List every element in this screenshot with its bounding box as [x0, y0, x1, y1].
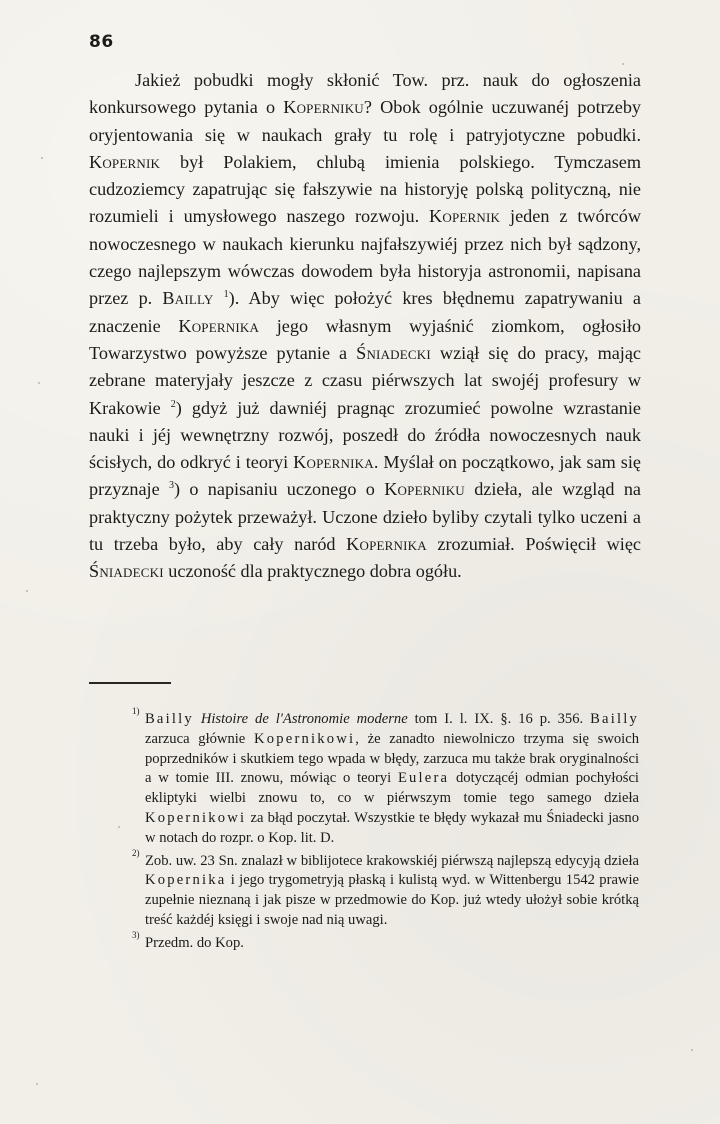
name-kopernika: Kopernika	[346, 534, 427, 555]
text-run: Jakież pobudki mogły skłonić Tow. prz. nauk do ogłoszenia konkursowego pytania o	[89, 70, 641, 118]
name-kopernika: Kopernika	[293, 452, 374, 473]
footnote-1	[132, 706, 639, 849]
text-run: ) gdyż już dawniéj pragnąc zrozumieć powolne wzrastanie nauki i jéj wewnętrzny rozwój, poszedł do źródła nowoczesnych nauk ścisłych, do odkryć i teoryi	[89, 397, 641, 473]
name-kopernika: Kopernika	[145, 872, 227, 889]
text-run: wziął się do pracy, mając zebrane materyjały jeszcze z czasu piérwszych lat swojéj profesury w Krakowie	[89, 342, 641, 418]
name-sniadecki: Śniadecki	[89, 561, 164, 582]
paper-speck	[622, 63, 624, 65]
name-kopernikowi: Kopernikowi	[254, 730, 356, 747]
book-title: Histoire de l'Astronomie moderne	[200, 711, 408, 727]
footnote-mark: 1)	[132, 706, 140, 716]
footnote-ref-1: 1	[223, 289, 229, 301]
text-run: był Polakiem, chlubą imienia polskiego. Tymczasem cudzoziemcy zapatrując się fałszywie na historyję polską polityczną, nie rozumieli i umysłowego naszego rozwoju.	[89, 151, 641, 227]
footnote-number: 3	[132, 929, 137, 940]
paper-speck	[36, 1083, 38, 1085]
name-bailly: Bailly	[162, 288, 214, 309]
name-eulera: Eulera	[397, 770, 450, 787]
footnote-divider	[89, 682, 171, 684]
paper-speck	[118, 826, 120, 828]
text-run: dotyczącéj odmian pochyłości ekliptyki wielbi znowu to, co w piérwszym tomie tego samego dzieła	[145, 770, 639, 807]
paper-speck	[691, 1049, 693, 1051]
text-run: Zob. uw. 23 Sn. znalazł w biblijotece krakowskiéj piérwszą najlepszą edycyją dzieła	[145, 852, 639, 869]
text-run: zrozumiał. Poświęcił więc	[426, 534, 641, 555]
text-run: ) o napisaniu uczonego o	[174, 479, 385, 500]
name-kopernika: Kopernika	[178, 315, 260, 336]
name-kopernik: Koperniku	[384, 479, 465, 500]
footnote-ref-2: 2	[170, 398, 176, 410]
footnote-2	[132, 847, 639, 931]
footnote-mark: 2)	[132, 847, 140, 858]
text-run: dzieła, ale wzgląd na praktyczny pożytek przeważył. Uczone dzieło byliby czytali tylko uczeni a tu trzeba było, aby cały naród	[89, 479, 641, 555]
name-kopernikowi: Kopernikowi	[145, 809, 247, 826]
footnote-ref-3: 3	[169, 480, 174, 492]
footnotes	[132, 706, 639, 957]
text-run: zarzuca głównie	[145, 730, 255, 747]
footnote-number: 1	[132, 706, 137, 716]
text-run: uczoność dla praktycznego dobra ogółu.	[163, 561, 462, 582]
text-run: jeden z twórców nowoczesnego w naukach kierunku najfałszywiéj przez nich był sądzony, czego najlepszym wówczas dowodem była historyja astronomii, napisana przez p.	[89, 206, 641, 309]
text-run: ? Obok ogólnie uczuwanéj potrzeby oryjentowania się w naukach grały tu rolę i patryjotyczne pobudki.	[89, 97, 642, 145]
paper-speck	[38, 382, 40, 384]
name-kopernik: Koperniku	[283, 97, 364, 118]
author-bailly: Bailly	[590, 711, 639, 727]
name-kopernik: Kopernik	[429, 206, 501, 227]
main-paragraph	[89, 67, 641, 586]
text-run: , że zanadto niewolniczo trzyma się swoich poprzedników i skutkiem tego wpada w błędy, zarzuca mu także brak oryginalności a w tomie III. znowu, mówiąc o teoryi	[145, 730, 639, 787]
page-number: 86	[89, 32, 114, 52]
author-bailly: Bailly	[145, 711, 194, 727]
text-run: jego własnym wyjaśnić ziomkom, ogłosiło Towarzystwo powyższe pytanie a	[89, 315, 641, 363]
paper-speck	[26, 590, 28, 592]
footnote-mark: 3)	[132, 929, 140, 940]
name-sniadecki: Śniadecki	[356, 342, 431, 363]
text-run: ). Aby więc położyć kres błędnemu zapatrywaniu a znaczenie	[89, 288, 641, 336]
text-run: tom I. l. IX. §. 16 p. 356.	[407, 711, 591, 727]
text-run: Przedm. do Kop.	[145, 934, 244, 951]
text-run: . Myślał on początkowo, jak sam się przyznaje	[89, 452, 641, 500]
paper-speck	[41, 157, 43, 159]
text-run: i jego trygometryją płaską i kulistą wyd. w Wittenbergu 1542 prawie zupełnie nieznaną i jak pisze w przedmowie do Kop. już wtedy ułożył sobie krótką treść każdéj księgi i swoje nad nią uwagi.	[145, 872, 639, 928]
footnote-3	[132, 929, 639, 954]
text-run: za błąd poczytał. Wszystkie te błędy wykazał mu Śniadecki jasno w notach do rozpr. o Kop. lit. D.	[145, 809, 639, 846]
name-kopernik: Kopernik	[89, 151, 161, 172]
text-run	[194, 711, 201, 727]
footnote-number: 2	[132, 847, 137, 858]
